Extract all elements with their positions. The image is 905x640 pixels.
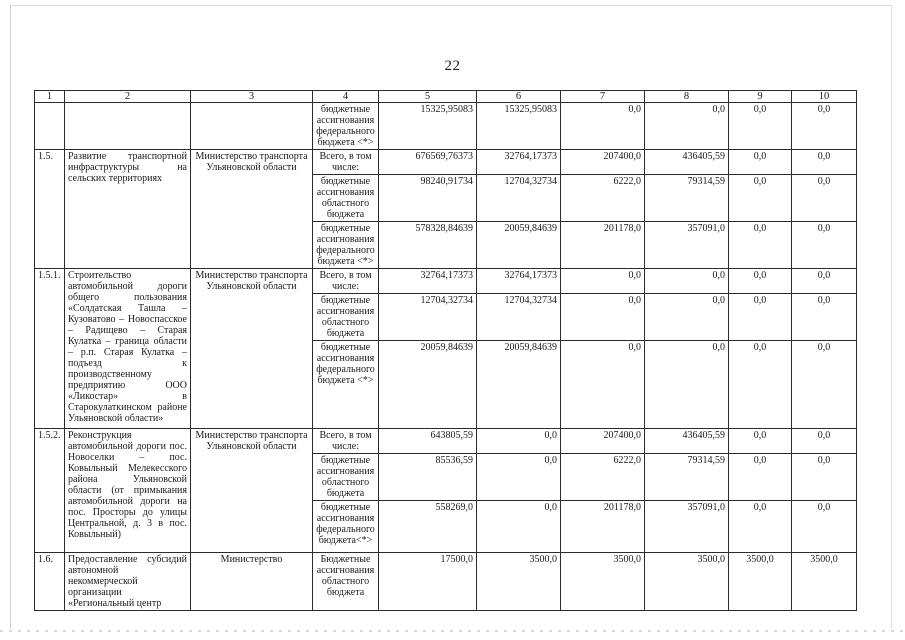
amount-cell: 0,0 [645,269,729,294]
amount-cell: 643805,59 [379,429,477,454]
amount-cell: 436405,59 [645,150,729,175]
column-header: 9 [729,91,792,103]
amount-cell: 0,0 [792,501,857,553]
executor-cell: Министерство транспорта Ульяновской области [191,269,313,429]
amount-cell: 207400,0 [561,429,645,454]
amount-cell: 98240,91734 [379,175,477,222]
column-number-row [35,91,857,103]
amount-cell: 12704,32734 [477,294,561,341]
amount-cell: 0,0 [792,429,857,454]
funding-source-cell: бюджетные ассигнования федерального бюджета <*> [313,222,379,269]
amount-cell: 0,0 [729,294,792,341]
column-header: 3 [191,91,313,103]
item-number-cell: 1.5. [35,150,65,269]
amount-cell: 3500,0 [561,553,645,611]
funding-source-cell: Бюджетные ассигнования областного бюджета [313,553,379,611]
amount-cell: 12704,32734 [477,175,561,222]
table-row [35,103,857,150]
amount-cell: 12704,32734 [379,294,477,341]
amount-cell: 676569,76373 [379,150,477,175]
page-number: 22 [444,58,461,74]
amount-cell: 3500,0 [792,553,857,611]
amount-cell: 0,0 [561,269,645,294]
amount-cell: 15325,95083 [477,103,561,150]
amount-cell: 0,0 [792,269,857,294]
column-header: 5 [379,91,477,103]
funding-source-cell: бюджетные ассигнования федерального бюджета<*> [313,501,379,553]
item-name-cell: Реконструкция автомобильной дороги пос. Новоселки – пос. Ковыльный Мелекесского района Ульяновской области (от примыкания автомобильной дороги на пос. Просторы до улицы Центральной, д. 3 в пос. Ковыльный) [65,429,191,553]
funding-source-cell: бюджетные ассигнования областного бюджета [313,454,379,501]
executor-cell: Министерство [191,553,313,611]
amount-cell: 17500,0 [379,553,477,611]
item-name-cell [65,103,191,150]
amount-cell: 0,0 [792,175,857,222]
amount-cell: 0,0 [645,294,729,341]
funding-source-cell: бюджетные ассигнования областного бюджета [313,175,379,222]
amount-cell: 0,0 [477,501,561,553]
item-name-cell: Развитие транспортной инфраструктуры на сельских территориях [65,150,191,269]
executor-cell: Министерство транспорта Ульяновской области [191,429,313,553]
amount-cell: 207400,0 [561,150,645,175]
item-name-cell: Строительство автомобильной дороги общего пользования «Солдатская Ташла – Кузоватово – Новоспасское – Радищево – Старая Кулатка – граница области – р.п. Старая Кулатка – подъезд к производственному предприятию ООО «Ликостар» в Старокулаткинском районе Ульяновской области» [65,269,191,429]
amount-cell: 0,0 [729,269,792,294]
amount-cell: 20059,84639 [477,222,561,269]
amount-cell: 0,0 [729,454,792,501]
amount-cell: 32764,17373 [477,150,561,175]
amount-cell: 0,0 [792,222,857,269]
funding-source-cell: бюджетные ассигнования федерального бюджета <*> [313,341,379,429]
amount-cell: 0,0 [645,103,729,150]
column-header: 7 [561,91,645,103]
amount-cell: 3500,0 [729,553,792,611]
amount-cell: 436405,59 [645,429,729,454]
amount-cell: 0,0 [792,150,857,175]
amount-cell: 578328,84639 [379,222,477,269]
amount-cell: 0,0 [561,103,645,150]
executor-cell: Министерство транспорта Ульяновской области [191,150,313,269]
funding-source-cell: Всего, в том числе: [313,269,379,294]
amount-cell: 0,0 [729,150,792,175]
amount-cell: 0,0 [729,222,792,269]
column-header: 4 [313,91,379,103]
column-header: 10 [792,91,857,103]
amount-cell: 0,0 [561,341,645,429]
amount-cell: 0,0 [792,103,857,150]
amount-cell: 0,0 [561,294,645,341]
column-header: 2 [65,91,191,103]
budget-table [34,90,857,611]
amount-cell: 357091,0 [645,222,729,269]
amount-cell: 0,0 [729,501,792,553]
item-number-cell [35,103,65,150]
item-number-cell: 1.5.1. [35,269,65,429]
amount-cell: 0,0 [477,429,561,454]
amount-cell: 0,0 [792,454,857,501]
table-row [35,150,857,175]
scan-artifact-line [0,630,905,632]
table-row [35,553,857,611]
amount-cell: 32764,17373 [379,269,477,294]
item-number-cell: 1.5.2. [35,429,65,553]
amount-cell: 201178,0 [561,501,645,553]
amount-cell: 558269,0 [379,501,477,553]
column-header: 6 [477,91,561,103]
table-row [35,269,857,294]
amount-cell: 3500,0 [645,553,729,611]
amount-cell: 79314,59 [645,175,729,222]
amount-cell: 20059,84639 [477,341,561,429]
item-number-cell: 1.6. [35,553,65,611]
funding-source-cell: бюджетные ассигнования федерального бюджета <*> [313,103,379,150]
amount-cell: 0,0 [729,103,792,150]
amount-cell: 15325,95083 [379,103,477,150]
item-name-cell: Предоставление субсидий автономной некоммерческой организации «Региональный центр [65,553,191,611]
amount-cell: 201178,0 [561,222,645,269]
amount-cell: 3500,0 [477,553,561,611]
executor-cell [191,103,313,150]
amount-cell: 357091,0 [645,501,729,553]
amount-cell: 79314,59 [645,454,729,501]
funding-source-cell: бюджетные ассигнования областного бюджета [313,294,379,341]
funding-source-cell: Всего, в том числе: [313,150,379,175]
funding-source-cell: Всего, в том числе: [313,429,379,454]
amount-cell: 32764,17373 [477,269,561,294]
amount-cell: 0,0 [645,341,729,429]
amount-cell: 0,0 [729,341,792,429]
amount-cell: 0,0 [729,175,792,222]
column-header: 1 [35,91,65,103]
amount-cell: 6222,0 [561,454,645,501]
amount-cell: 0,0 [729,429,792,454]
amount-cell: 0,0 [792,294,857,341]
amount-cell: 6222,0 [561,175,645,222]
amount-cell: 20059,84639 [379,341,477,429]
column-header: 8 [645,91,729,103]
amount-cell: 0,0 [477,454,561,501]
amount-cell: 0,0 [792,341,857,429]
table-row [35,429,857,454]
amount-cell: 85536,59 [379,454,477,501]
